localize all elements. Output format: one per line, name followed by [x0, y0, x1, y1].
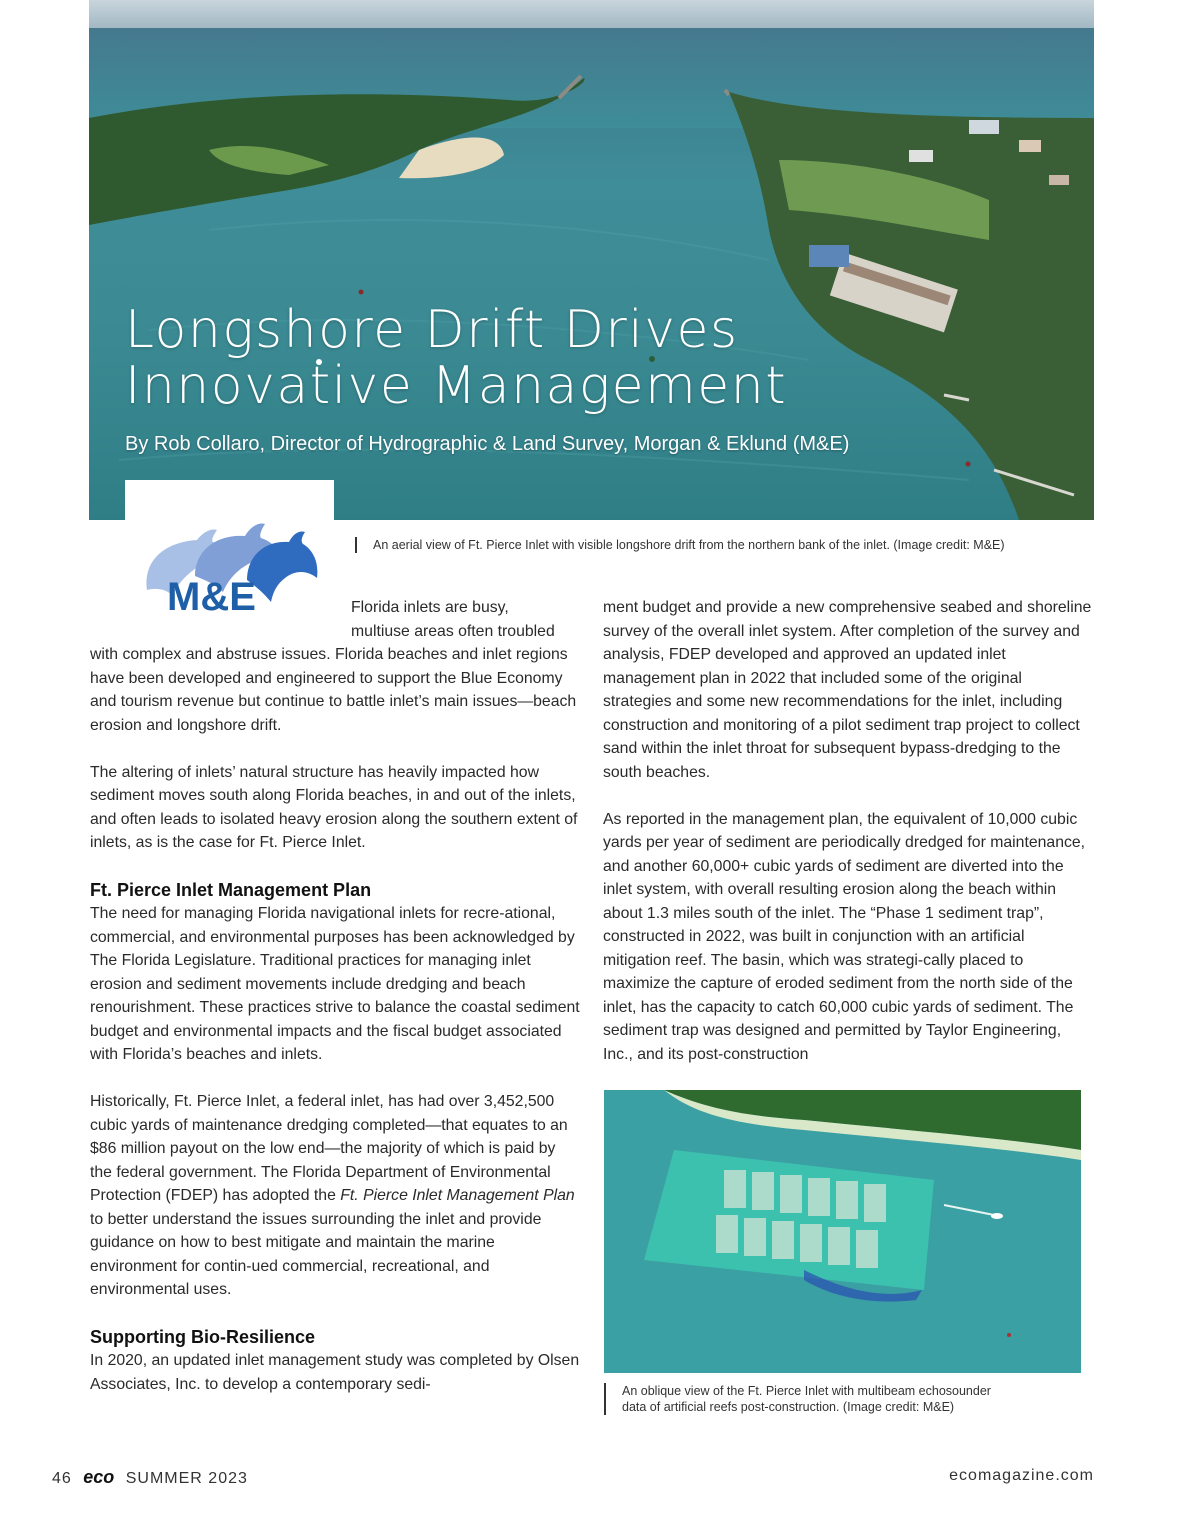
logo-text: M&E: [167, 575, 256, 615]
paragraph-2: The altering of inlets’ natural structure has heavily impacted how sediment moves south along Florida beaches, in and out of the inlets, and often leads to isolated heavy erosion along the southern extent of inlets, as is the case for Ft. Pierce Inlet.: [90, 763, 578, 851]
footer-left: [52, 1467, 248, 1488]
paragraph-5: In 2020, an updated inlet management study was completed by Olsen Associates, Inc. to develop a contemporary sedi-: [90, 1352, 580, 1393]
issue-label: SUMMER 2023: [125, 1470, 248, 1487]
intro-rest: with complex and abstruse issues. Florida beaches and inlet regions have been developed and engineered to support the Blue Economy and tourism revenue but continue to battle inlet’s main issues—beach erosion and longshore drift.: [90, 646, 577, 734]
intro-line-1: Florida inlets are busy,: [351, 599, 509, 616]
reef-caption: [604, 1383, 1082, 1415]
hero-photo: [89, 0, 1094, 520]
heading-management-plan: Ft. Pierce Inlet Management Plan: [90, 880, 372, 900]
plan-title-italic: Ft. Pierce Inlet Management Plan: [340, 1187, 575, 1204]
reef-caption-line-2: data of artificial reefs post-construction. (Image credit: M&E): [622, 1400, 955, 1414]
paragraph-4-start: Historically, Ft. Pierce Inlet, a federal inlet, has had over 3,452,500 cubic yards of maintenance dredging completed—that equates to an $86 million payout on the low end—the majority of which is paid by the federal government. The Florida Department of Environmental Protection (FDEP) has adopted the: [90, 1093, 568, 1204]
column-right: [603, 596, 1093, 1090]
heading-bio-resilience: Supporting Bio-Resilience: [90, 1327, 316, 1347]
article-title-line-1: Longshore Drift Drives: [125, 300, 739, 360]
company-logo: [125, 480, 334, 615]
paragraph-3: The need for managing Florida navigational inlets for recre-ational, commercial, and environmental purposes has been acknowledged by The Florida Legislature. Traditional practices for managing inlet erosion and sediment movements include dredging and beach renourishment. These practices strive to balance the coastal sediment budget and environmental impacts and the fiscal budget associated with Florida’s beaches and inlets.: [90, 905, 580, 1063]
intro-line-2: multiuse areas often troubled: [351, 622, 555, 640]
paragraph-6: ment budget and provide a new comprehensive seabed and shoreline survey of the overall inlet system. After completion of the survey and analysis, FDEP developed and approved an updated inlet management plan in 2022 that included some of the original strategies and some new recommendations for the inlet, including construction and monitoring of a pilot sediment trap project to collect sand within the inlet throat for subsequent bypass-dredging to the south beaches.: [603, 599, 1092, 781]
hero-caption: [355, 537, 1103, 553]
reef-illustration: [604, 1090, 1081, 1373]
paragraph-4: [90, 1090, 580, 1302]
page-number: 46: [52, 1470, 72, 1487]
column-left: [90, 596, 580, 1420]
article-byline: By Rob Collaro, Director of Hydrographic & Land Survey, Morgan & Eklund (M&E): [125, 433, 850, 455]
article-title-line-2: Innovative Management: [125, 356, 788, 416]
article-title: [125, 302, 787, 414]
paragraph-7: As reported in the management plan, the equivalent of 10,000 cubic yards per year of sediment are periodically dredged for maintenance, and another 60,000+ cubic yards of sediment are diverted into the inlet system, with overall resulting erosion along the beach within about 1.3 miles south of the inlet. The “Phase 1 sediment trap”, constructed in 2022, was built in conjunction with an artificial mitigation reef. The basin, which was strategi-cally placed to maximize the capture of eroded sediment from the north side of the inlet, has the capacity to catch 60,000 cubic yards of sediment. The sediment trap was designed and permitted by Taylor Engineering, Inc., and its post-construction: [603, 810, 1086, 1063]
magazine-logo: eco: [83, 1467, 115, 1487]
reef-caption-line-1: An oblique view of the Ft. Pierce Inlet with multibeam echosounder: [622, 1384, 991, 1398]
website-link[interactable]: ecomagazine.com: [949, 1467, 1094, 1484]
reef-photo: [604, 1090, 1081, 1373]
paragraph-4-end: to better understand the issues surrounding the inlet and provide guidance on how to best mitigate and maintain the marine environment for contin-ued commercial, recreational, and environmental uses.: [90, 1210, 542, 1298]
hero-caption-text: An aerial view of Ft. Pierce Inlet with visible longshore drift from the northern bank of the inlet. (Image credit: M&E): [373, 538, 1005, 552]
dolphins-logo-icon: [125, 480, 334, 615]
paragraph-intro: [90, 596, 580, 737]
